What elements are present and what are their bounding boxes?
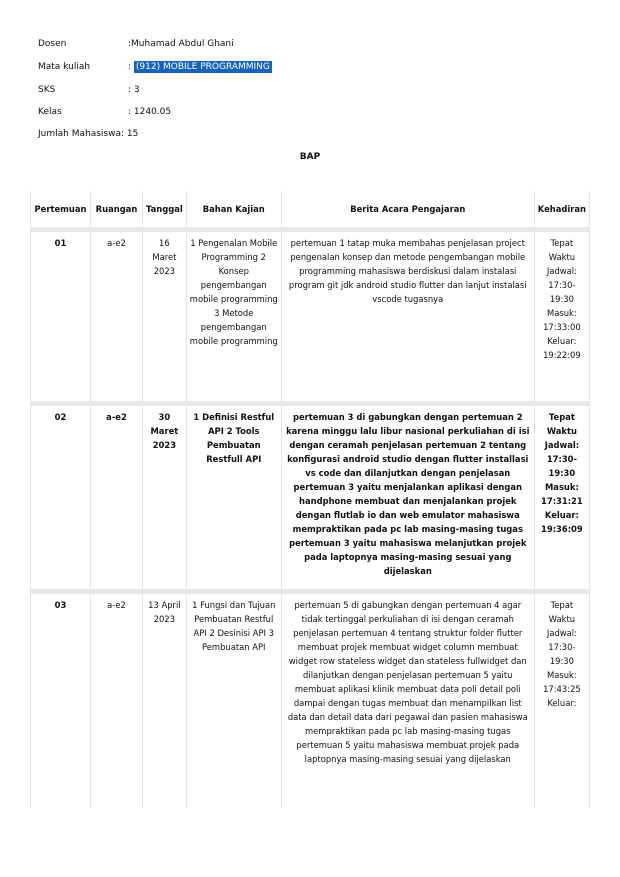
bap-table (30, 191, 590, 808)
header-tanggal: Tanggal (143, 191, 187, 230)
cell-berita-acara: pertemuan 5 di gabungkan dengan pertemuan 4 agar tidak tertinggal perkuliahan di isi dengan ceramah penjelasan pertemuan 4 tentang struktur folder flutter membuat projek membuat widget column membuat widget row stateless widget dan stateless fullwidget dan dilanjutkan dengan penjelasan pertemuan 5 yaitu membuat aplikasi klinik membuat data poli detail poli dampai dengan tugas membuat dan menampilkan list data dan detail data dari pegawai dan pasien mahasiswa mempraktikan pada pc lab masing-masing tugas pertemuan 5 yaitu mahasiswa membuat projek pada laptopnya masing-masing sesuai yang dijelaskan (281, 592, 534, 808)
jumlah-mahasiswa: Jumlah Mahasiswa: 15 (38, 129, 139, 139)
cell-ruangan: a-e2 (91, 404, 143, 592)
cell-pertemuan: 01 (31, 230, 91, 404)
matkul-value[interactable]: (912) MOBILE PROGRAMMING (135, 62, 270, 72)
header-pertemuan: Pertemuan (31, 191, 91, 230)
header-berita-acara: Berita Acara Pengajaran (281, 191, 534, 230)
cell-bahan-kajian: 1 Definisi Restful API 2 Tools Pembuatan Restfull API (186, 404, 281, 592)
cell-tanggal: 13 April 2023 (143, 592, 187, 808)
cell-pertemuan: 03 (31, 592, 91, 808)
matkul-value-wrap (128, 62, 272, 72)
cell-tanggal: 30 Maret 2023 (143, 404, 187, 592)
header-kehadiran: Kehadiran (534, 191, 589, 230)
cell-ruangan: a-e2 (91, 230, 143, 404)
dosen-value: :Muhamad Abdul Ghani (128, 39, 234, 49)
table-row (31, 230, 590, 404)
matkul-label: Mata kuliah (38, 62, 91, 72)
sks-value: : 3 (128, 85, 140, 95)
cell-berita-acara: pertemuan 1 tatap muka membahas penjelasan project pengenalan konsep dan metode pengembangan mobile programming mahasiswa berdiskusi dalam instalasi program git jdk android studio flutter dan lanjut instalasi vscode tugasnya (281, 230, 534, 404)
header-bahan-kajian: Bahan Kajian (186, 191, 281, 230)
dosen-label: Dosen (38, 39, 67, 49)
cell-tanggal: 16 Maret 2023 (143, 230, 187, 404)
cell-kehadiran: Tepat Waktu Jadwal: 17:30-19:30 Masuk: 17:33:00 Keluar: 19:22:09 (534, 230, 589, 404)
kelas-value: : 1240.05 (128, 107, 172, 117)
table-header-row (31, 191, 590, 230)
sks-label: SKS (38, 85, 56, 95)
cell-pertemuan: 02 (31, 404, 91, 592)
kelas-label: Kelas (38, 107, 62, 117)
cell-berita-acara: pertemuan 3 di gabungkan dengan pertemuan 2 karena minggu lalu libur nasional perkuliahan di isi dengan ceramah penjelasan pertemuan 2 tentang konfigurasi android studio dengan flutter installasi vs code dan dilanjutkan dengan penjelasan pertemuan 3 yaitu menjalankan aplikasi dengan handphone membuat dan menjalankan projek dengan flutlab io dan web emulator mahasiswa mempraktikan pada pc lab masing-masing tugas pertemuan 3 yaitu mahasiswa melanjutkan projek pada laptopnya masing-masing sesuai yang dijelaskan (281, 404, 534, 592)
matkul-prefix: : (128, 62, 134, 72)
table-row (31, 404, 590, 592)
cell-bahan-kajian: 1 Fungsi dan Tujuan Pembuatan Restful API 2 Desinisi API 3 Pembuatan API (186, 592, 281, 808)
header-ruangan: Ruangan (91, 191, 143, 230)
cell-kehadiran: Tepat Waktu Jadwal: 17:30-19:30 Masuk: 17:31:21 Keluar: 19:36:09 (534, 404, 589, 592)
table-row (31, 592, 590, 808)
cell-kehadiran: Tepat Waktu Jadwal: 17:30-19:30 Masuk: 17:43:25 Keluar: (534, 592, 589, 808)
cell-bahan-kajian: 1 Pengenalan Mobile Programming 2 Konsep pengembangan mobile programming 3 Metode pengembangan mobile programming (186, 230, 281, 404)
page-title: BAP (299, 152, 321, 162)
cell-ruangan: a-e2 (91, 592, 143, 808)
